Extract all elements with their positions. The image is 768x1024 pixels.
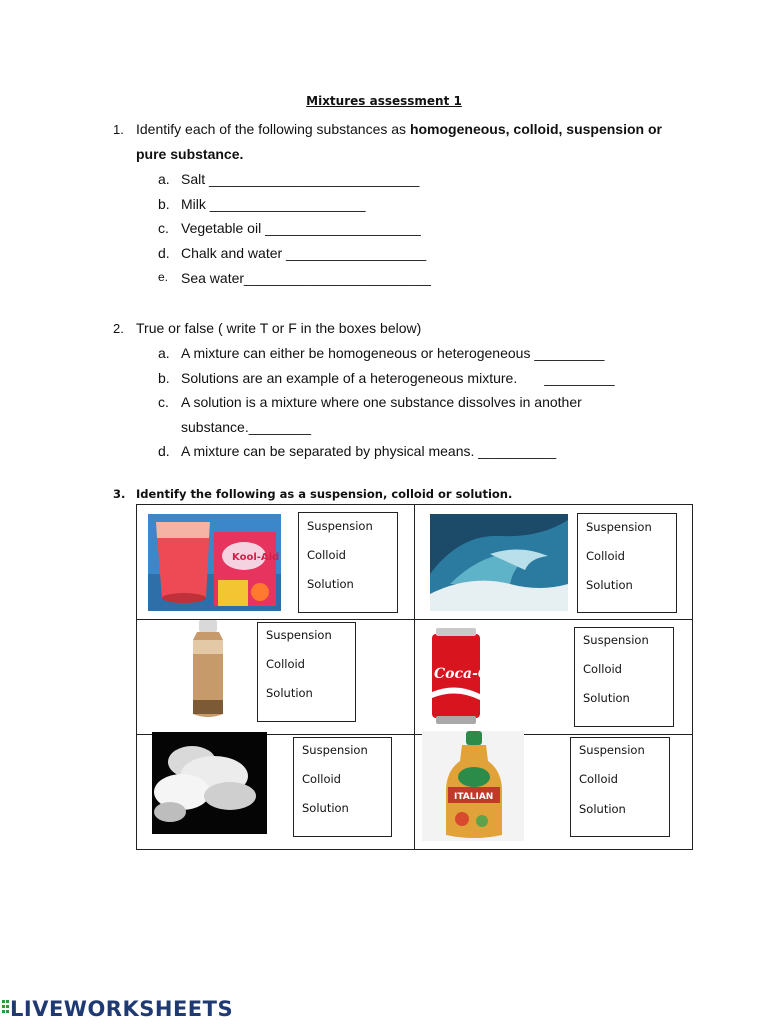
answer-field-tf-a[interactable]: A mixture can either be homogeneous or heterogeneous _________ xyxy=(181,345,605,361)
coca-cola-can-image xyxy=(430,628,513,724)
answer-field-chalk-water[interactable]: Chalk and water __________________ xyxy=(181,245,427,261)
item-letter: a. xyxy=(158,345,170,361)
option-solution[interactable]: Solution xyxy=(266,686,313,700)
option-box-dressing xyxy=(570,737,670,837)
item-letter: d. xyxy=(158,245,170,261)
option-colloid[interactable]: Colloid xyxy=(583,662,622,676)
answer-field-tf-c[interactable]: substance.________ xyxy=(181,419,311,435)
option-suspension[interactable]: Suspension xyxy=(579,743,645,757)
option-box-koolaid xyxy=(298,512,398,613)
answer-field-milk[interactable]: Milk ____________________ xyxy=(181,196,366,212)
ocean-wave-image xyxy=(430,514,568,611)
answer-field-tf-b[interactable]: Solutions are an example of a heterogeneous mixture. _________ xyxy=(181,370,615,386)
option-solution[interactable]: Solution xyxy=(302,801,349,815)
kombucha-bottle-image xyxy=(187,620,229,720)
option-box-smoke xyxy=(293,737,392,837)
koolaid-brand-label: Kool-Aid xyxy=(232,552,280,563)
item-letter: a. xyxy=(158,171,170,187)
answer-field-salt[interactable]: Salt ___________________________ xyxy=(181,171,420,187)
option-suspension[interactable]: Suspension xyxy=(266,628,332,642)
option-suspension[interactable]: Suspension xyxy=(586,520,652,534)
question-number: 1. xyxy=(113,122,124,137)
option-solution[interactable]: Solution xyxy=(586,578,633,592)
item-letter: b. xyxy=(158,196,170,212)
option-colloid[interactable]: Colloid xyxy=(302,772,341,786)
option-colloid[interactable]: Colloid xyxy=(579,772,618,786)
option-box-kombucha xyxy=(257,622,356,722)
question-text: Identify the following as a suspension, colloid or solution. xyxy=(136,487,513,501)
answer-field-sea-water[interactable]: Sea water________________________ xyxy=(181,270,431,286)
option-box-soda xyxy=(574,627,674,727)
option-box-wave xyxy=(577,513,677,613)
option-colloid[interactable]: Colloid xyxy=(586,549,625,563)
item-letter: c. xyxy=(158,220,169,236)
liveworksheets-logo-icon xyxy=(2,998,10,1018)
question-text-continued: pure substance. xyxy=(136,146,244,162)
dressing-brand-label: ITALIAN xyxy=(454,792,494,802)
answer-field-vegetable-oil[interactable]: Vegetable oil ____________________ xyxy=(181,220,421,236)
option-colloid[interactable]: Colloid xyxy=(307,548,346,562)
item-letter: c. xyxy=(158,394,169,410)
item-letter: d. xyxy=(158,443,170,459)
option-solution[interactable]: Solution xyxy=(579,802,626,816)
statement-text: A solution is a mixture where one substance dissolves in another xyxy=(181,394,582,410)
coke-brand-label: Coca-Cola xyxy=(434,666,513,682)
answer-field-tf-d[interactable]: A mixture can be separated by physical means. __________ xyxy=(181,443,557,459)
option-suspension[interactable]: Suspension xyxy=(302,743,368,757)
question-number: 2. xyxy=(113,321,124,336)
option-suspension[interactable]: Suspension xyxy=(307,519,373,533)
option-solution[interactable]: Solution xyxy=(307,577,354,591)
italian-dressing-image xyxy=(422,731,524,841)
item-letter: b. xyxy=(158,370,170,386)
question-number: 3. xyxy=(113,487,126,501)
question-text: Identify each of the following substances as homogeneous, colloid, suspension or xyxy=(136,121,662,137)
koolaid-drink-image xyxy=(148,514,281,611)
option-solution[interactable]: Solution xyxy=(583,691,630,705)
smoke-cloud-image xyxy=(152,732,267,834)
item-letter: e. xyxy=(158,270,169,284)
option-colloid[interactable]: Colloid xyxy=(266,657,305,671)
option-suspension[interactable]: Suspension xyxy=(583,633,649,647)
page-title: Mixtures assessment 1 xyxy=(306,94,462,108)
question-text: True or false ( write T or F in the boxes below) xyxy=(136,320,422,336)
liveworksheets-brand[interactable]: LIVEWORKSHEETS xyxy=(10,997,234,1021)
